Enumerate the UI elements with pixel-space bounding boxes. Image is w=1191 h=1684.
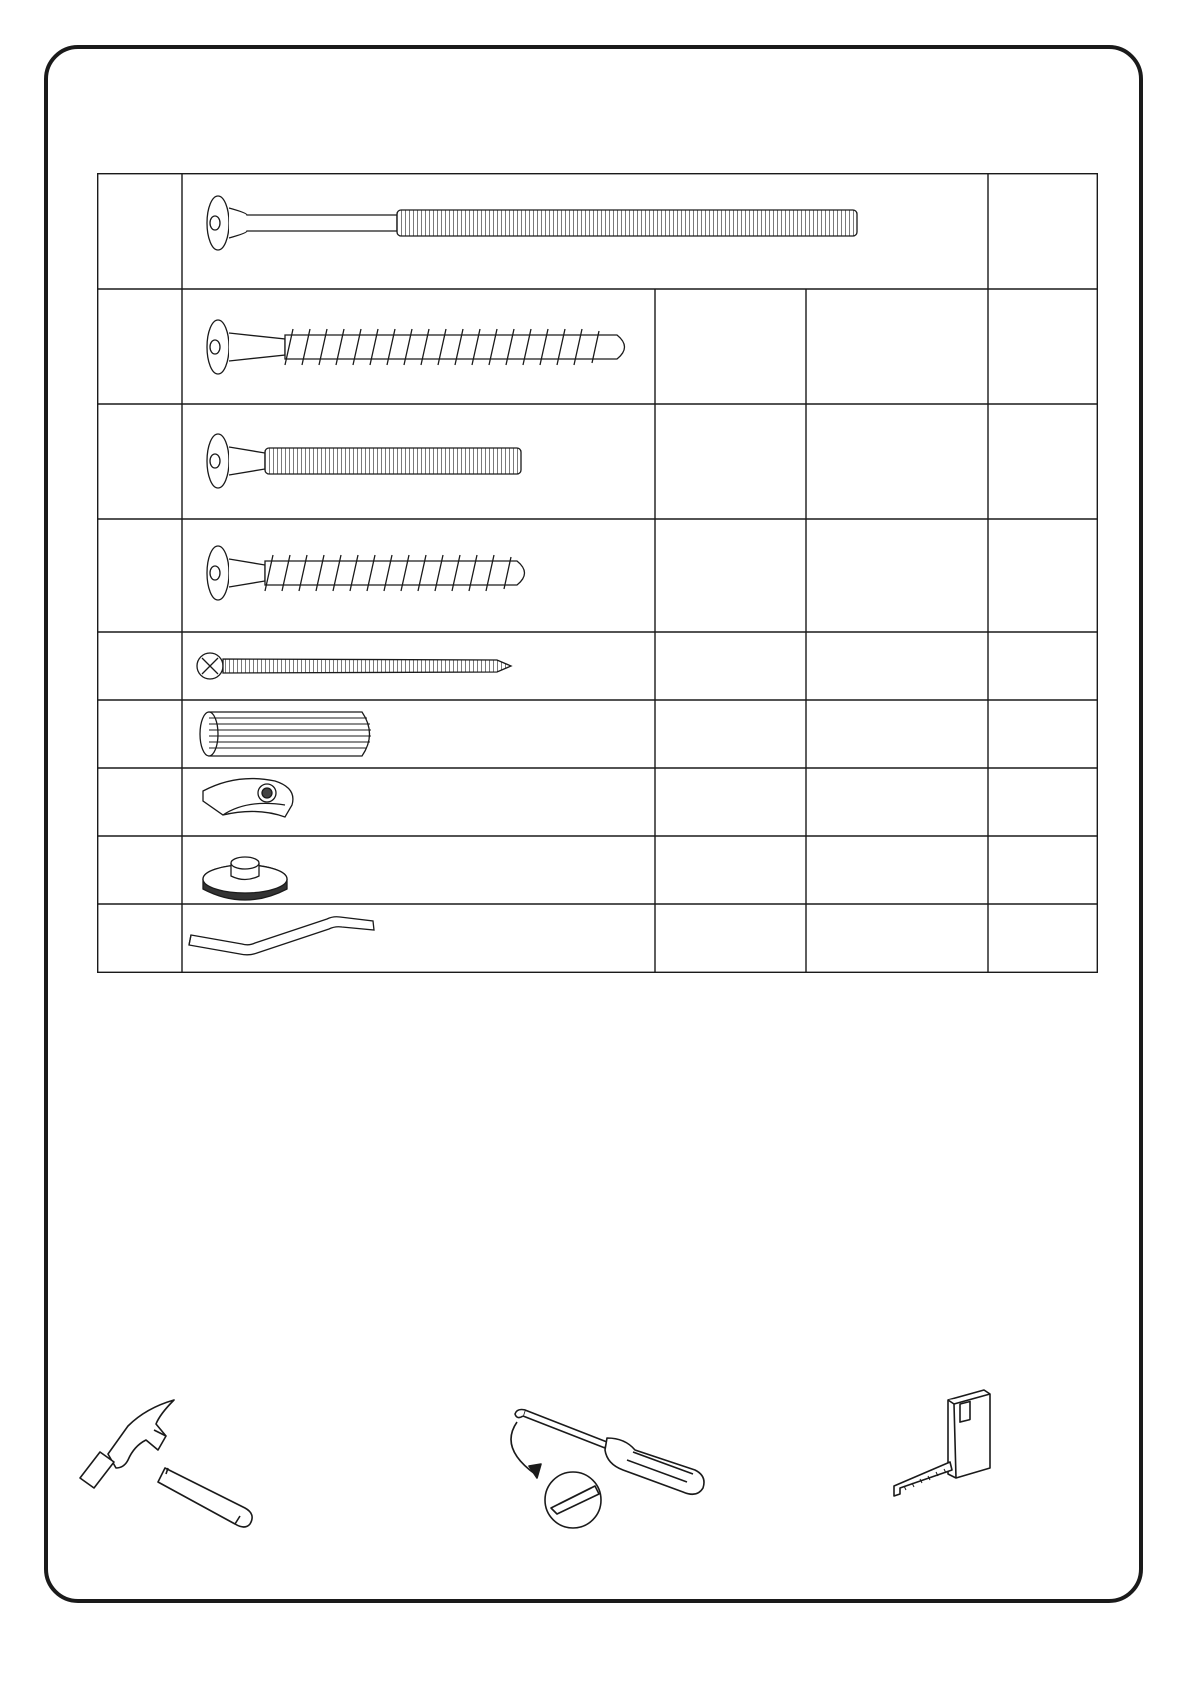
tools-row [60, 1380, 1120, 1550]
cam-washer-icon [203, 857, 287, 900]
wood-screw-bolt-icon [207, 546, 525, 600]
long-machine-bolt-icon [207, 196, 857, 250]
hammer-icon [70, 1390, 270, 1540]
large-wood-screw-bolt-icon [207, 320, 625, 374]
machine-bolt-icon [207, 434, 521, 488]
tape-measure-icon [880, 1378, 1040, 1528]
barrel-nut-icon [203, 779, 293, 817]
screwdriver-icon [495, 1378, 715, 1548]
allen-key-icon [189, 917, 374, 955]
parts-table [97, 173, 1098, 973]
phillips-screw-icon [197, 653, 511, 679]
wooden-dowel-icon [200, 712, 371, 756]
